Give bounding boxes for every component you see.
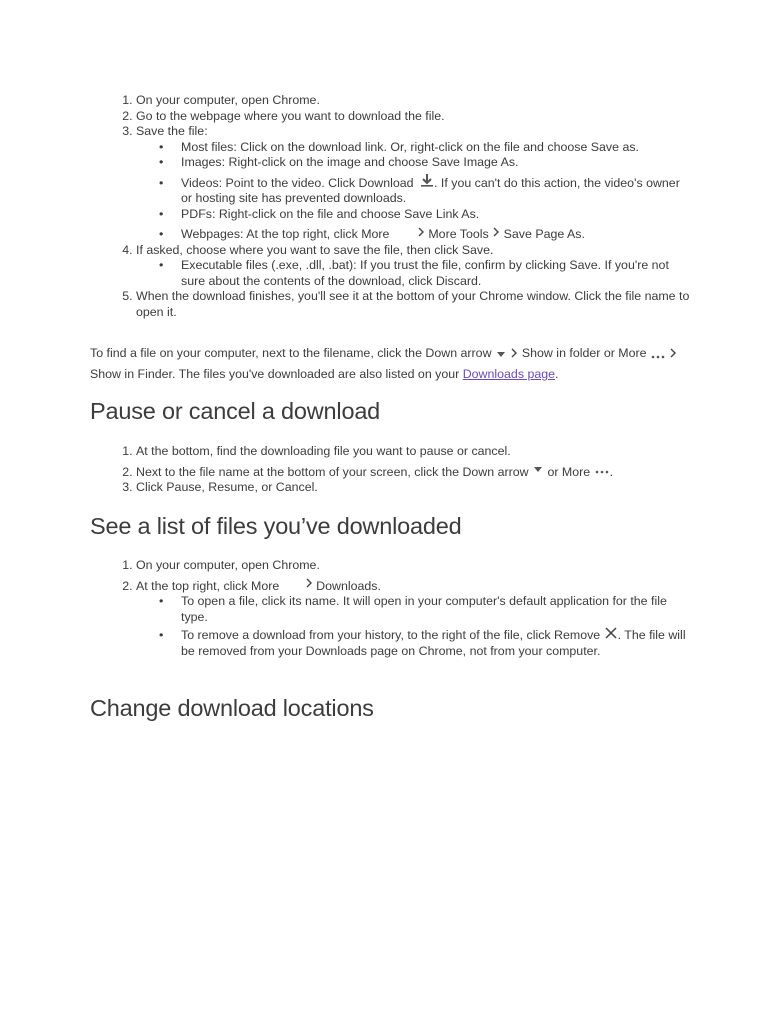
heading-pause-cancel: Pause or cancel a download [90,398,381,424]
step-go-to-webpage: 2. Go to the webpage where you want to download the file. [136,109,690,125]
pause-step-2 [136,465,690,481]
list-bullets [136,594,690,659]
chevron-right-icon [492,226,500,238]
download-steps [90,93,690,320]
find-text-3: Show in Finder. The files you've downloaded are also listed on your [90,367,460,381]
bullet-remove-download [181,628,690,659]
more-dots-icon [650,347,666,355]
step-download-finishes: 5. When the download finishes, you'll see it at the bottom of your Chrome window. Click the file name to open it. [136,289,690,320]
bullet-open-file: • To open a file, click its name. It will open in your computer's default application for the file type. [181,594,690,625]
download-steps-list [90,93,690,320]
step-choose-location [136,243,690,290]
step-open-chrome: 1. On your computer, open Chrome. [136,93,690,109]
more-dots-icon [594,465,610,473]
bullet-most-files: • Most files: Click on the download link. Or, right-click on the file and choose Save as. [181,140,690,156]
pause-steps-list [90,444,690,496]
bullet-webpages-text-b: More Tools [428,227,489,241]
chevron-right-icon [669,345,677,357]
bullet-videos-text-a: Videos: Point to the video. Click Download [181,175,414,190]
list-step-2-text-a: At the top right, click More [136,578,280,593]
chevron-right-icon [305,577,313,589]
down-arrow-icon [495,346,507,356]
step-save-file-label: Save the file: [136,124,208,138]
bullet-webpages-text-c: Save Page As. [503,227,585,241]
downloads-page-link[interactable]: Downloads page [462,367,556,381]
find-text-4: . [555,367,559,381]
list-step-2 [136,579,690,660]
pause-step-2-text-a: Next to the file name at the bottom of your screen, click the Down arrow [136,464,529,479]
heading-change-locations: Change download locations [90,695,374,721]
save-file-bullets [136,140,690,243]
pause-step-1: 1. At the bottom, find the downloading file you want to pause or cancel. [136,444,690,460]
pause-step-2-text-c: . [609,464,614,479]
find-text-1: To find a file on your computer, next to the filename, click the Down arrow [90,346,492,360]
find-file-paragraph [90,343,680,385]
list-step-1: 1. On your computer, open Chrome. [136,558,690,574]
pause-step-2-text-b: or More [547,464,591,479]
close-icon [604,626,618,640]
bullet-images: • Images: Right-click on the image and choose Save Image As. [181,155,690,171]
list-step-2-text-b: Downloads. [316,578,381,593]
step-save-file [136,124,690,243]
bullet-videos [181,176,690,207]
bullet-remove-text-b: . The file will be removed from your Downloads page on Chrome, not from your computer. [181,628,686,658]
heading-list-downloads: See a list of files you’ve downloaded [90,513,462,539]
bullet-webpages-text-a: Webpages: At the top right, click More [181,227,390,241]
list-steps-list [90,558,690,659]
pause-step-3: 3. Click Pause, Resume, or Cancel. [136,480,690,496]
bullet-webpages [181,227,690,243]
bullet-executable-files: • Executable files (.exe, .dll, .bat): If you trust the file, confirm by clicking Save. If you're not sure about the contents of the download, click Discard. [181,258,690,289]
bullet-pdfs: • PDFs: Right-click on the file and choose Save Link As. [181,207,690,223]
pause-steps [90,444,690,496]
list-steps [90,558,690,659]
bullet-videos-text-b: . If you can't do this action, the video's owner or hosting site has prevented downloads. [181,175,680,205]
down-arrow-icon [532,464,544,474]
find-text-2: Show in folder or More [521,346,647,360]
bullet-remove-text-a: To remove a download from your history, to the right of the file, click Remove [181,628,601,642]
download-icon [420,173,434,189]
executable-bullets [136,258,690,289]
chevron-right-icon [510,345,518,357]
step-choose-location-text: If asked, choose where you want to save the file, then click Save. [136,242,494,257]
chevron-right-icon [417,226,425,238]
